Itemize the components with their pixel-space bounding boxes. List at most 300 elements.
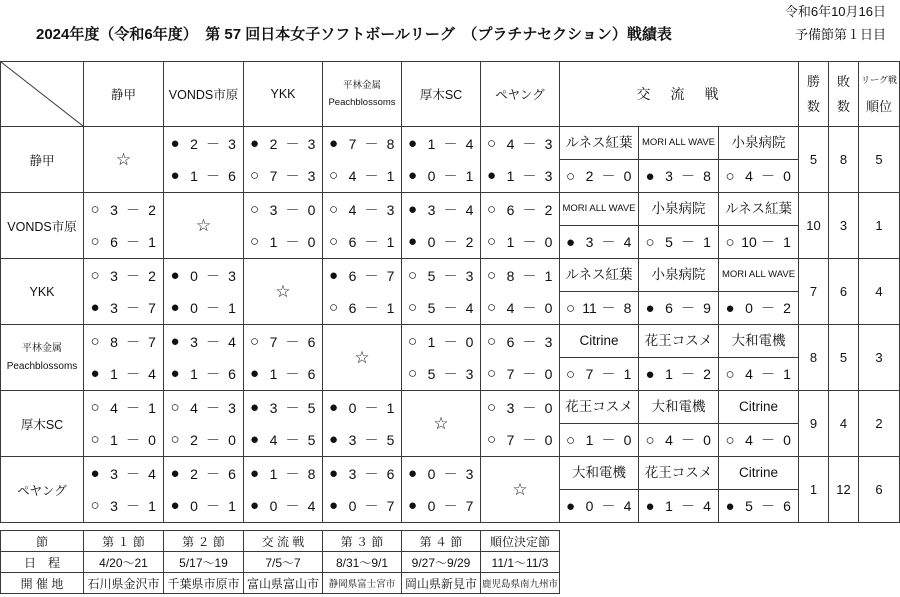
runs-allowed: 1 [465,167,474,184]
loss-mark: ● [328,135,339,152]
interleague-cell [639,127,719,193]
schedule-date: 9/27～9/29 [402,552,481,573]
score-dash: － [522,233,537,250]
runs-scored: 0 [348,399,357,416]
score-dash: － [443,267,458,284]
game-result [164,160,243,192]
runs-allowed: 3 [465,267,474,284]
score-dash: － [522,399,537,416]
interleague-cell [719,457,799,523]
matchup-cell [481,325,560,391]
score-dash: － [206,267,220,284]
loss-mark: ● [565,233,576,251]
matchup-cell [402,325,481,391]
runs-allowed: 4 [465,299,474,316]
interleague-header [560,62,799,127]
runs-scored: 4 [348,167,357,184]
schedule-date: 5/17～19 [164,552,244,573]
score-dash: － [601,432,616,448]
game-result [402,458,480,490]
standings-table [0,61,900,523]
game-result [719,490,798,522]
runs-scored: 7 [269,333,278,350]
team-row [1,457,900,523]
runs-scored: 5 [427,365,436,382]
loss-mark: ● [407,465,418,482]
score-dash: － [761,168,776,184]
matchup-cell [323,127,402,193]
runs-allowed: 0 [703,432,711,448]
win-mark: ○ [407,365,418,382]
runs-allowed: 1 [623,366,632,382]
team-name: 静甲 [29,153,55,168]
score-dash: － [126,365,140,382]
score-dash: － [761,432,776,448]
score-dash: － [443,465,458,482]
runs-allowed: 1 [386,399,395,416]
loss-mark: ● [249,365,260,382]
loss-mark: ● [328,399,339,416]
interleague-opponent: 花王コスメ [639,457,718,490]
wins-cell: 5 [799,127,829,193]
game-result [402,194,480,226]
game-result [84,194,163,226]
matchup-cell [244,457,323,523]
losses-cell: 4 [829,391,859,457]
runs-allowed: 0 [228,431,236,448]
runs-allowed: 3 [228,135,236,152]
wins-cell: 8 [799,325,829,391]
runs-allowed: 4 [148,465,156,482]
win-mark: ○ [725,365,735,383]
runs-allowed: 0 [783,432,791,448]
runs-scored: 3 [110,201,118,218]
runs-allowed: 4 [623,498,632,514]
self-cell [323,325,402,391]
loss-mark: ● [170,465,180,482]
win-mark: ○ [486,333,497,350]
game-result [323,458,401,490]
runs-allowed: 1 [386,233,395,250]
game-result [244,358,322,390]
game-result [244,326,322,358]
game-result [244,226,322,258]
interleague-opponent: ルネス紅葉 [719,193,798,226]
runs-scored: 1 [506,233,515,250]
schedule-round-row [1,531,560,552]
team-name: VONDS市原 [168,87,239,102]
runs-scored: 4 [269,431,278,448]
runs-allowed: 1 [228,299,236,316]
runs-scored: 4 [506,135,515,152]
score-dash: － [522,333,537,350]
runs-allowed: 8 [623,300,632,316]
game-result [719,424,798,456]
runs-scored: 6 [110,233,118,250]
game-result [719,160,798,192]
game-result [244,194,322,226]
loss-mark: ● [645,365,655,383]
score-dash: － [285,365,300,382]
schedule-date: 4/20～21 [84,552,164,573]
runs-scored: 7 [269,167,278,184]
game-result [323,392,401,424]
interleague-cell [639,193,719,259]
rank-cell: 2 [859,391,900,457]
interleague-cell [639,457,719,523]
self-cell [84,127,164,193]
runs-scored: 0 [190,267,198,284]
rank-header-label: 順位 [866,99,893,114]
runs-allowed: 0 [783,168,791,184]
schedule-round: 順位決定節 [481,531,560,552]
rank-header [859,62,900,127]
schedule-date-row [1,552,560,573]
self-cell [244,259,323,325]
runs-scored: 0 [190,497,198,514]
score-dash: － [601,366,616,382]
game-result [84,292,163,324]
standings-body [1,127,900,523]
schedule-round: 交 流 戦 [244,531,323,552]
matchup-cell [84,259,164,325]
win-mark: ○ [249,201,260,218]
wins-cell: 1 [799,457,829,523]
game-result [402,160,480,192]
game-result [323,160,401,192]
runs-allowed: 0 [148,431,156,448]
game-result [164,358,243,390]
runs-scored: 0 [427,167,436,184]
runs-scored: 3 [348,465,357,482]
loss-mark: ● [407,167,418,184]
loss-mark: ● [90,299,100,316]
score-dash: － [364,465,379,482]
interleague-cell [719,325,799,391]
score-dash: － [761,234,776,250]
runs-allowed: 3 [307,167,316,184]
runs-scored: 4 [745,168,753,184]
runs-allowed: 4 [465,201,474,218]
score-dash: － [364,167,379,184]
column-header-team [481,62,560,127]
game-result [244,458,322,490]
runs-allowed: 2 [465,233,474,250]
runs-scored: 4 [110,399,118,416]
runs-scored: 0 [745,300,753,316]
interleague-opponent: ルネス紅葉 [560,127,638,160]
loss-mark: ● [328,267,339,284]
runs-allowed: 0 [544,299,553,316]
runs-allowed: 6 [783,498,791,514]
score-dash: － [443,333,458,350]
runs-scored: 1 [665,366,673,382]
game-result [639,490,718,522]
loss-mark: ● [407,233,418,250]
schedule-date: 7/5～7 [244,552,323,573]
matchup-cell [244,193,323,259]
column-header-team [402,62,481,127]
runs-allowed: 1 [148,399,156,416]
game-result [164,490,243,522]
runs-scored: 7 [506,365,515,382]
loss-mark: ● [170,299,180,316]
score-dash: － [126,267,140,284]
interleague-cell [560,259,639,325]
team-name: 厚木SC [20,417,64,432]
rank-cell: 6 [859,457,900,523]
runs-scored: 7 [348,135,357,152]
game-result [244,128,322,160]
interleague-opponent: 小泉病院 [639,193,718,226]
runs-scored: 1 [269,233,278,250]
matchup-cell [323,391,402,457]
game-result [164,392,243,424]
game-result [164,326,243,358]
matchup-cell [244,325,323,391]
schedule-table [0,530,560,594]
runs-allowed: 6 [386,465,395,482]
score-dash: － [126,399,140,416]
team-name-sub: Peachblossoms [328,97,396,108]
score-dash: － [522,201,537,218]
interleague-opponent: 大和電機 [560,457,638,490]
standings-header [1,62,900,127]
interleague-cell [719,127,799,193]
runs-scored: 6 [506,333,515,350]
runs-allowed: 0 [623,168,632,184]
row-team-label [1,259,84,325]
runs-scored: 1 [269,365,278,382]
score-dash: － [601,300,616,316]
win-mark: ○ [645,233,655,251]
losses-cell: 3 [829,193,859,259]
runs-allowed: 5 [307,431,316,448]
score-dash: － [285,233,300,250]
loss-mark: ● [90,465,100,482]
runs-allowed: 0 [623,432,632,448]
score-dash: － [522,431,537,448]
runs-allowed: 8 [703,168,711,184]
score-dash: － [443,167,458,184]
runs-scored: 3 [665,168,673,184]
loss-mark: ● [407,201,418,218]
interleague-header-label: 交 流 戦 [636,86,722,102]
score-dash: － [522,299,537,316]
game-result [244,490,322,522]
win-mark: ○ [328,167,339,184]
score-dash: － [364,233,379,250]
score-dash: － [126,431,140,448]
runs-allowed: 1 [386,299,395,316]
score-dash: － [681,366,695,382]
game-result [84,424,163,456]
interleague-cell [719,259,799,325]
interleague-cell [719,391,799,457]
runs-allowed: 3 [228,267,236,284]
game-result [402,260,480,292]
score-dash: － [522,167,537,184]
win-mark: ○ [249,233,260,250]
runs-scored: 3 [348,431,357,448]
runs-allowed: 1 [544,267,553,284]
runs-scored: 3 [506,399,515,416]
runs-scored: 3 [110,267,118,284]
win-mark: ○ [170,399,180,416]
rank-cell: 1 [859,193,900,259]
game-result [639,292,718,324]
runs-scored: 3 [585,234,594,250]
schedule-venue-row [1,573,560,594]
runs-scored: 5 [665,234,673,250]
game-result [481,358,559,390]
score-dash: － [443,135,458,152]
runs-scored: 2 [585,168,594,184]
runs-scored: 6 [348,267,357,284]
interleague-opponent: MORI ALL WAVE [560,193,638,226]
team-row [1,193,900,259]
column-header-team [84,62,164,127]
loss-mark: ● [407,497,418,514]
runs-scored: 3 [110,299,118,316]
team-name-sub: Peachblossoms [6,360,78,372]
team-name: ペヤング [17,483,67,498]
runs-scored: 3 [427,201,436,218]
score-dash: － [522,135,537,152]
interleague-opponent: MORI ALL WAVE [639,127,718,160]
win-mark: ○ [90,267,100,284]
team-name: 厚木SC [419,87,463,102]
game-result [164,292,243,324]
schedule-venue-label: 開 催 地 [1,573,84,594]
win-mark: ○ [170,431,180,448]
runs-scored: 0 [427,233,436,250]
runs-allowed: 4 [228,333,236,350]
interleague-opponent: Citrine [560,325,638,358]
runs-scored: 7 [506,431,515,448]
matchup-cell [244,127,323,193]
win-mark: ○ [90,333,100,350]
self-marker: ☆ [275,281,291,301]
score-dash: － [443,201,458,218]
runs-scored: 3 [269,201,278,218]
score-dash: － [206,497,220,514]
matchup-cell [84,193,164,259]
runs-allowed: 7 [386,497,395,514]
score-dash: － [443,233,458,250]
team-name: YKK [29,284,55,299]
rank-cell: 5 [859,127,900,193]
self-marker: ☆ [512,479,528,499]
win-mark: ○ [90,431,100,448]
matchup-cell [164,391,244,457]
loss-mark: ● [407,135,418,152]
runs-allowed: 5 [386,431,395,448]
runs-scored: 1 [190,365,198,382]
win-mark: ○ [249,333,260,350]
runs-allowed: 8 [307,465,316,482]
matchup-cell [323,457,402,523]
rank-header-top-label: リーグ戦 [861,75,898,85]
score-dash: － [126,299,140,316]
runs-allowed: 7 [386,267,395,284]
runs-allowed: 6 [228,167,236,184]
runs-allowed: 3 [307,135,316,152]
runs-scored: 5 [427,299,436,316]
schedule-venue: 富山県富山市 [244,573,323,594]
game-result [323,128,401,160]
game-result [402,358,480,390]
game-result [560,358,638,390]
game-result [481,392,559,424]
matchup-cell [84,391,164,457]
row-team-label [1,127,84,193]
interleague-cell [560,193,639,259]
runs-allowed: 2 [703,366,711,382]
wins-header-label: 勝数 [807,74,821,114]
matchup-cell [84,457,164,523]
game-result [84,392,163,424]
losses-cell: 6 [829,259,859,325]
schedule-round-label: 節 [1,531,84,552]
win-mark: ○ [90,201,100,218]
score-dash: － [681,432,695,448]
schedule-round: 第 ４ 節 [402,531,481,552]
team-name: VONDS市原 [7,219,77,234]
matchup-cell [323,193,402,259]
runs-allowed: 3 [386,201,395,218]
runs-allowed: 0 [544,431,553,448]
runs-allowed: 4 [307,497,316,514]
game-result [323,490,401,522]
runs-scored: 3 [110,465,118,482]
score-dash: － [206,399,220,416]
matchup-cell [402,259,481,325]
runs-allowed: 0 [544,233,553,250]
runs-allowed: 3 [544,167,553,184]
runs-allowed: 5 [307,399,316,416]
team-name: YKK [270,87,296,101]
score-dash: － [761,498,776,514]
header-row [1,62,900,127]
runs-allowed: 7 [148,299,156,316]
row-team-label [1,193,84,259]
runs-allowed: 4 [623,234,632,250]
score-dash: － [681,168,695,184]
game-result [719,226,798,258]
loss-mark: ● [170,267,180,284]
runs-allowed: 2 [148,267,156,284]
game-result [323,260,401,292]
team-name: ペヤング [495,87,545,102]
interleague-cell [639,325,719,391]
runs-allowed: 4 [148,365,156,382]
score-dash: － [761,300,776,316]
score-dash: － [761,366,776,382]
runs-scored: 6 [348,233,357,250]
loss-mark: ● [328,431,339,448]
runs-allowed: 4 [465,135,474,152]
game-result [481,128,559,160]
self-cell [164,193,244,259]
runs-scored: 0 [427,465,436,482]
self-marker: ☆ [354,347,370,367]
game-result [323,194,401,226]
matchup-cell [402,193,481,259]
game-result [481,194,559,226]
interleague-opponent: 小泉病院 [719,127,798,160]
game-result [244,424,322,456]
